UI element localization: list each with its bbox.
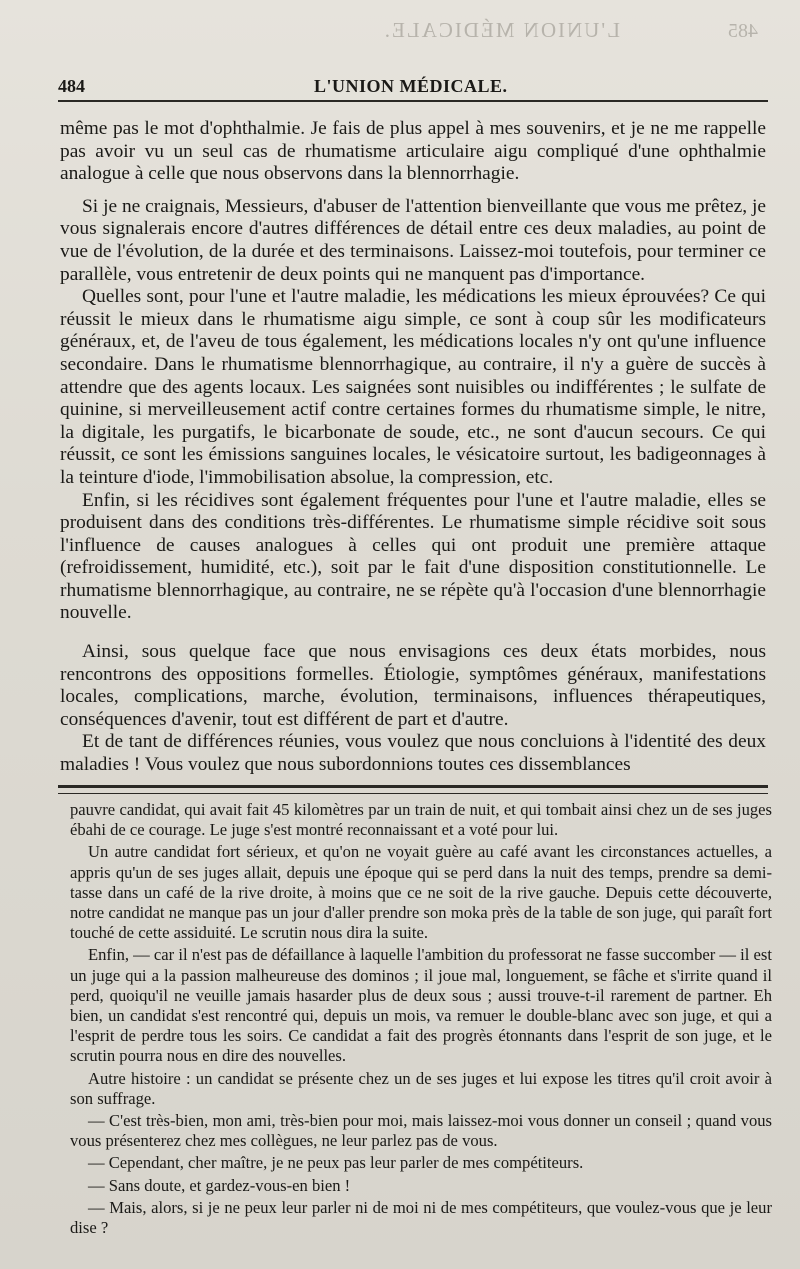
bleed-through-title: L'UNION MÉDICALE. <box>382 18 620 42</box>
feuilleton-paragraph: Enfin, — car il n'est pas de défaillance à laquelle l'ambition du professorat ne fasse succomber — il est un juge qui a la passion malheureuse des dominos ; il joue mal, longuement, se fâche et s'irrite quand il perd, quoiqu'il ne veuille jamais hasarder plus de deux sous ; aussi trouve-t-il rarement de partner. Eh bien, un candidat s'est rencontré qui, depuis un mois, va remuer le double-blanc avec son juge, et qui a l'esprit de perdre tous les soirs. Ce candidat a fait des progrès étonnants dans l'esprit de son juge, et le scrutin pourra nous en dire des nouvelles. <box>70 945 772 1066</box>
bleed-through-page-number: 485 <box>728 20 758 42</box>
main-paragraph: Et de tant de différences réunies, vous voulez que nous concluions à l'identité des deux maladies ! Vous voulez que nous subordonnions toutes ces dissemblances <box>60 731 766 776</box>
feuilleton-paragraph: Un autre candidat fort sérieux, et qu'on ne voyait guère au café avant les circonstances actuelles, a appris qu'un de ses juges allait, depuis une époque qui se perd dans la nuit des temps, prendre sa demi-tasse dans un café de la rive droite, à moins que ce ne soit de la rive gauche. Depuis cette découverte, notre candidat ne manque pas un jour d'aller prendre son moka près de la table de son juge, qui paraît fort touché de cette assiduité. Le scrutin nous dira la suite. <box>70 842 772 943</box>
feuilleton-dialogue-line: — Sans doute, et gardez-vous-en bien ! <box>88 1175 351 1195</box>
feuilleton-section <box>70 800 772 1240</box>
main-paragraph: Quelles sont, pour l'une et l'autre maladie, les médications les mieux éprouvées? Ce qui réussit le mieux dans le rhumatisme aigu simple, ce sont à coup sûr les modificateurs généraux, et, de l'aveu de tous également, les médications locales n'y ont qu'une influence secondaire. Dans le rhumatisme blennorrhagique, au contraire, il n'y a guère de succès à attendre que des agents locaux. Les saignées sont nuisibles ou indifférentes ; le sulfate de quinine, si merveilleusement actif contre certaines formes du rhumatisme simple, le nitre, la digitale, les purgatifs, le bicarbonate de soude, etc., ne sont d'aucun secours. Ce qui réussit, ce sont les émissions sanguines locales, le vésicatoire surtout, les badigeonnages à la teinture d'iode, l'immobilisation absolue, la compression, etc. <box>60 286 766 488</box>
feuilleton-paragraph: pauvre candidat, qui avait fait 45 kilomètres par un train de nuit, et qui tombait ainsi chez un de ses juges ébahi de ce courage. Le juge s'est montré reconnaissant et a voté pour lui. <box>70 800 772 840</box>
running-title: L'UNION MÉDICALE. <box>314 76 508 96</box>
main-paragraph: Si je ne craignais, Messieurs, d'abuser de l'attention bienveillante que vous me prêtez, je vous signalerais encore d'autres différences de détail entre ces deux maladies, au point de vue de l'évolution, de la durée et des terminaisons. Laissez-moi toutefois, pour terminer ce parallèle, vous entretenir de deux points qui ne manquent pas d'importance. <box>60 195 766 285</box>
main-paragraph: Enfin, si les récidives sont également fréquentes pour l'une et l'autre maladie, elles se produisent dans des conditions très-différentes. Le rhumatisme simple récidive soit sous l'influence de causes analogues à celles qui ont produit une première attaque (refroidissement, humidité, etc.), soit par le fait d'une disposition constitutionnelle. Le rhumatisme blennorrhagique, au contraire, ne se répète qu'à l'occasion d'une blennorrhagie nouvelle. <box>60 489 766 624</box>
main-article-body <box>60 118 766 777</box>
feuilleton-separator-rule <box>58 785 768 794</box>
page-header <box>58 76 768 102</box>
feuilleton-dialogue-line: — Mais, alors, si je ne peux leur parler ni de moi ni de mes compétiteurs, que voulez-vous que je leur dise ? <box>70 1197 772 1238</box>
main-paragraph: même pas le mot d'ophthalmie. Je fais de plus appel à mes souvenirs, et je ne me rappelle pas avoir vu un seul cas de rhumatisme articulaire aigu compliqué d'une ophthalmie analogue à celle que nous observons dans la blennorrhagie. <box>60 118 766 185</box>
feuilleton-dialogue-line: — Cependant, cher maître, je ne peux pas leur parler de mes compétiteurs. <box>88 1153 584 1173</box>
main-paragraph: Ainsi, sous quelque face que nous envisagions ces deux états morbides, nous rencontrons des oppositions formelles. Étiologie, symptômes généraux, manifestations locales, complications, marche, évolution, terminaisons, influences thérapeutiques, conséquences d'avenir, tout est différent de part et d'autre. <box>60 641 766 730</box>
page-number: 484 <box>58 76 85 96</box>
feuilleton-paragraph: Autre histoire : un candidat se présente chez un de ses juges et lui expose les titres qu'il croit avoir à son suffrage. <box>70 1068 772 1108</box>
feuilleton-dialogue-line: — C'est très-bien, mon ami, très-bien pour moi, mais laissez-moi vous donner un conseil ; quand vous vous présenterez chez mes collègues, ne leur parlez pas de vous. <box>70 1111 772 1151</box>
